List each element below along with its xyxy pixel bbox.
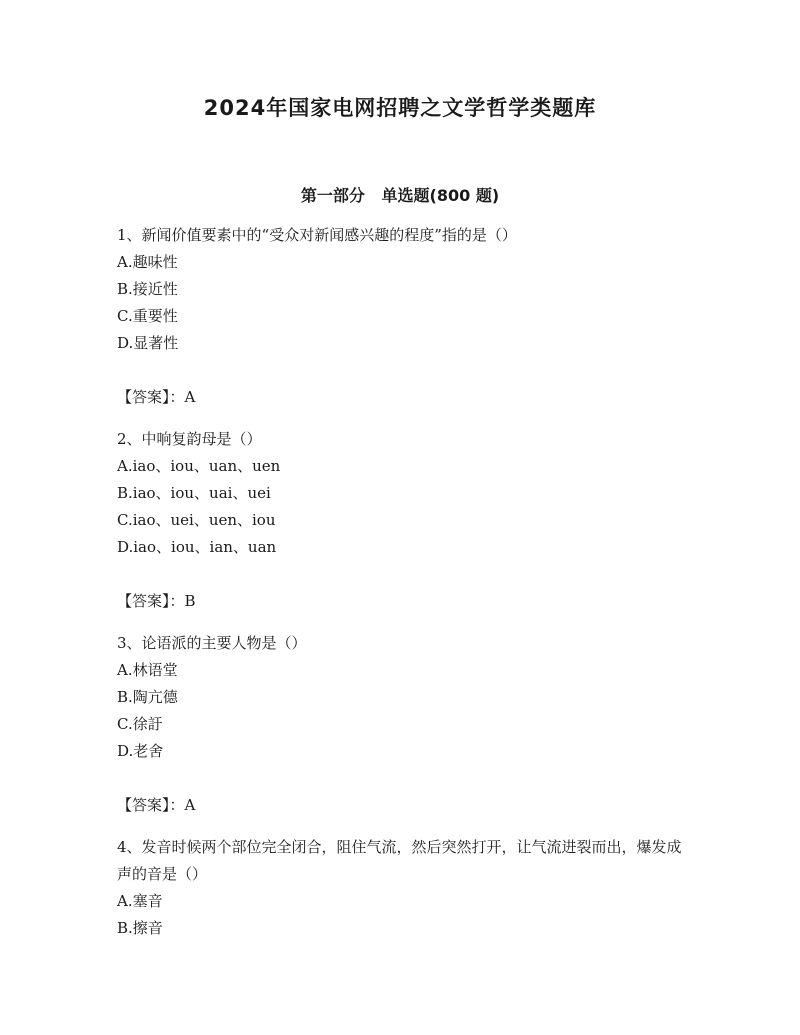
question-stem: 4、发音时候两个部位完全闭合，阻住气流，然后突然打开，让气流进裂而出，爆发成声的音是（） [117,838,682,883]
option-a: A.iao、iou、uan、uen [117,457,281,475]
answer-line: 【答案】：A [117,388,196,406]
question-stem: 3、论语派的主要人物是（） [117,634,307,652]
question-block-1 [117,222,687,411]
option-b: B.擦音 [117,919,163,937]
answer-line: 【答案】：B [117,592,196,610]
option-d: D.iao、iou、ian、uan [117,538,277,556]
question-block-3 [117,630,687,819]
option-c: C.徐訏 [117,715,163,733]
section-title: 第一部分 单选题(800 题) [300,186,500,205]
question-stem: 1、新闻价值要素中的“受众对新闻感兴趣的程度”指的是（） [117,226,517,244]
option-c: C.iao、uei、uen、iou [117,511,276,529]
option-d: D.显著性 [117,334,179,352]
option-b: B.iao、iou、uai、uei [117,484,271,502]
question-block-4 [117,834,687,942]
option-a: A.趣味性 [117,253,178,271]
option-c: C.重要性 [117,307,178,325]
document-title: 2024年国家电网招聘之文学哲学类题库 [203,96,597,120]
question-block-2 [117,426,687,615]
option-a: A.塞音 [117,892,163,910]
option-b: B.陶亢德 [117,688,178,706]
option-d: D.老舍 [117,742,164,760]
answer-line: 【答案】：A [117,796,196,814]
question-stem: 2、中响复韵母是（） [117,430,262,448]
option-b: B.接近性 [117,280,178,298]
option-a: A.林语堂 [117,661,178,679]
